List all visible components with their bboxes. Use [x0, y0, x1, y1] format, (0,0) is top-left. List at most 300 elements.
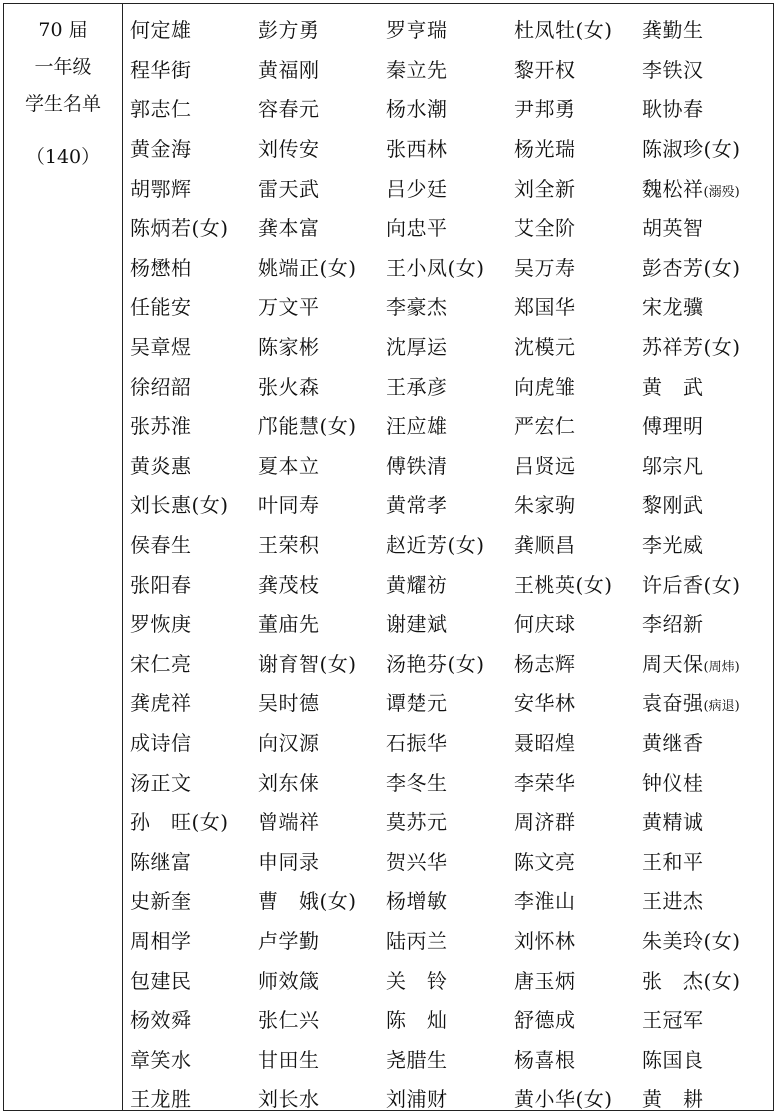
student-entry: [130, 727, 258, 756]
student-name: 李豪杰: [386, 295, 448, 320]
student-name: 罗亨瑞: [386, 18, 448, 43]
student-entry: [130, 331, 258, 360]
student-name: 邝能慧: [258, 414, 320, 439]
student-entry: [514, 1004, 642, 1033]
student-name: 胡英智: [642, 216, 704, 241]
student-name: 赵近芳: [386, 533, 448, 558]
student-entry: [130, 806, 258, 835]
student-entry: [130, 212, 258, 241]
student-name: 刘全新: [514, 176, 576, 201]
student-name: 胡鄂辉: [130, 176, 192, 201]
student-name: 黄常孝: [386, 493, 448, 518]
student-entry: [642, 648, 770, 677]
roster-row: [130, 643, 770, 683]
student-entry: [642, 1083, 770, 1112]
student-entry: [642, 727, 770, 756]
student-entry: [642, 529, 770, 558]
student-entry: [386, 450, 514, 479]
student-entry: [386, 529, 514, 558]
student-name: 王进杰: [642, 889, 704, 914]
student-name: 李荣华: [514, 770, 576, 795]
student-entry: [130, 885, 258, 914]
student-entry: [386, 489, 514, 518]
student-entry: [642, 93, 770, 122]
roster-row: [130, 801, 770, 841]
student-name: 徐绍韶: [130, 374, 192, 399]
student-note: (女): [575, 18, 613, 43]
student-name: 夏本立: [258, 453, 320, 478]
student-entry: [386, 806, 514, 835]
roster-row: [130, 920, 770, 960]
student-name: 朱美玲: [642, 928, 704, 953]
student-entry: [514, 846, 642, 875]
student-note: (病退): [703, 699, 740, 715]
student-name: 陈国良: [642, 1047, 704, 1072]
student-entry: [514, 885, 642, 914]
student-entry: [386, 173, 514, 202]
student-entry: [514, 608, 642, 637]
student-note: (女): [575, 572, 613, 597]
student-name: 吴万寿: [514, 255, 576, 280]
student-entry: [130, 54, 258, 83]
roster-row: [130, 286, 770, 326]
student-note: (女): [703, 572, 741, 597]
roster-row: [130, 128, 770, 168]
student-name: 程华街: [130, 57, 192, 82]
student-name: 周相学: [130, 928, 192, 953]
roster-row: [130, 247, 770, 287]
student-entry: [258, 885, 386, 914]
student-entry: [642, 489, 770, 518]
student-entry: [514, 93, 642, 122]
student-entry: [642, 925, 770, 954]
student-entry: [130, 608, 258, 637]
student-entry: [642, 846, 770, 875]
student-name: 包建民: [130, 968, 192, 993]
student-entry: [386, 608, 514, 637]
student-entry: [258, 767, 386, 796]
student-entry: [258, 608, 386, 637]
student-note: (女): [447, 651, 485, 676]
class-label-grade: 一年级: [34, 56, 92, 78]
student-note: (女): [447, 255, 485, 280]
student-entry: [642, 212, 770, 241]
student-name: 史新奎: [130, 889, 192, 914]
student-name: 吕少廷: [386, 176, 448, 201]
student-name: 龚顺昌: [514, 533, 576, 558]
student-name: 贺兴华: [386, 849, 448, 874]
student-name: 吴章煜: [130, 335, 192, 360]
student-entry: [130, 291, 258, 320]
student-entry: [386, 93, 514, 122]
student-entry: [258, 965, 386, 994]
student-entry: [258, 410, 386, 439]
student-name: 邬宗凡: [642, 453, 704, 478]
student-name: 李冬生: [386, 770, 448, 795]
student-name: 黄继香: [642, 730, 704, 755]
student-name: 彭方勇: [258, 18, 320, 43]
student-name: 汪应雄: [386, 414, 448, 439]
student-name: 龚勤生: [642, 18, 704, 43]
student-entry: [386, 371, 514, 400]
student-note: (女): [319, 889, 357, 914]
student-entry: [642, 965, 770, 994]
student-name: 苏祥芳: [642, 335, 704, 360]
student-entry: [514, 965, 642, 994]
student-entry: [386, 1004, 514, 1033]
student-note: (女): [575, 1087, 613, 1112]
student-name: 关 铃: [386, 968, 448, 993]
student-name: 傅铁清: [386, 453, 448, 478]
student-note: (女): [447, 533, 485, 558]
student-entry: [514, 687, 642, 716]
student-name: 周天保: [642, 651, 704, 676]
student-entry: [386, 727, 514, 756]
student-entry: [514, 1044, 642, 1073]
student-name: 张仁兴: [258, 1008, 320, 1033]
student-entry: [642, 173, 770, 202]
student-name: 黄 耕: [642, 1087, 704, 1112]
student-entry: [386, 54, 514, 83]
student-note: (女): [191, 810, 229, 835]
student-note: (女): [319, 651, 357, 676]
student-name: 王龙胜: [130, 1087, 192, 1112]
roster-row: [130, 405, 770, 445]
student-entry: [258, 450, 386, 479]
student-name: 李绍新: [642, 612, 704, 637]
student-entry: [130, 93, 258, 122]
student-entry: [642, 291, 770, 320]
student-name: 董庙先: [258, 612, 320, 637]
student-name: 汤艳芬: [386, 651, 448, 676]
student-name: 郑国华: [514, 295, 576, 320]
student-name: 严宏仁: [514, 414, 576, 439]
student-name: 章笑水: [130, 1047, 192, 1072]
student-entry: [258, 371, 386, 400]
student-name: 黄福刚: [258, 57, 320, 82]
student-name: 陈继富: [130, 849, 192, 874]
student-name: 许后香: [642, 572, 704, 597]
student-entry: [258, 727, 386, 756]
roster-row: [130, 524, 770, 564]
student-name: 向虎雏: [514, 374, 576, 399]
student-name: 吕贤远: [514, 453, 576, 478]
student-entry: [514, 727, 642, 756]
student-entry: [130, 252, 258, 281]
student-entry: [642, 54, 770, 83]
student-entry: [386, 331, 514, 360]
student-name: 尹邦勇: [514, 97, 576, 122]
roster-row: [130, 1038, 770, 1078]
student-note: (女): [703, 137, 741, 162]
student-name: 杨懋柏: [130, 255, 192, 280]
student-entry: [514, 371, 642, 400]
student-entry: [514, 291, 642, 320]
student-name: 何定雄: [130, 18, 192, 43]
student-note: (女): [703, 335, 741, 360]
student-note: (女): [319, 414, 357, 439]
roster-row: [130, 603, 770, 643]
student-entry: [386, 767, 514, 796]
student-name: 谢建斌: [386, 612, 448, 637]
student-name: 甘田生: [258, 1047, 320, 1072]
student-entry: [386, 252, 514, 281]
student-name: 陆丙兰: [386, 928, 448, 953]
student-name: 彭杏芳: [642, 255, 704, 280]
student-entry: [130, 965, 258, 994]
student-entry: [514, 212, 642, 241]
student-entry: [642, 252, 770, 281]
student-entry: [258, 687, 386, 716]
student-entry: [130, 925, 258, 954]
student-name: 石振华: [386, 730, 448, 755]
student-entry: [130, 569, 258, 598]
student-entry: [258, 1044, 386, 1073]
student-entry: [130, 687, 258, 716]
student-name: 莫苏元: [386, 810, 448, 835]
student-name: 钟仪桂: [642, 770, 704, 795]
student-entry: [642, 450, 770, 479]
student-name: 陈 灿: [386, 1008, 448, 1033]
roster-row: [130, 840, 770, 880]
student-entry: [514, 569, 642, 598]
student-entry: [514, 925, 642, 954]
student-name: 朱家驹: [514, 493, 576, 518]
class-label: [4, 12, 122, 176]
student-name: 杨光瑞: [514, 137, 576, 162]
student-entry: [514, 767, 642, 796]
student-name: 袁奋强: [642, 691, 704, 716]
student-name: 刘怀林: [514, 928, 576, 953]
column-divider: [122, 4, 123, 1110]
student-name: 张阳春: [130, 572, 192, 597]
student-entry: [258, 212, 386, 241]
student-name: 杨增敏: [386, 889, 448, 914]
student-entry: [642, 1044, 770, 1073]
student-entry: [258, 846, 386, 875]
student-entry: [642, 767, 770, 796]
student-entry: [642, 371, 770, 400]
student-entry: [258, 291, 386, 320]
class-roster-table: [3, 3, 774, 1111]
student-name: 杜凤牡: [514, 18, 576, 43]
student-entry: [386, 410, 514, 439]
student-entry: [514, 450, 642, 479]
student-name: 宋仁亮: [130, 651, 192, 676]
student-entry: [258, 93, 386, 122]
student-name: 吴时德: [258, 691, 320, 716]
student-name: 龚茂枝: [258, 572, 320, 597]
roster-row: [130, 49, 770, 89]
student-name: 张火森: [258, 374, 320, 399]
student-entry: [130, 371, 258, 400]
student-entry: [514, 54, 642, 83]
student-entry: [514, 173, 642, 202]
student-name: 刘长水: [258, 1087, 320, 1112]
student-name: 叶同寿: [258, 493, 320, 518]
student-entry: [386, 1044, 514, 1073]
student-name: 秦立先: [386, 57, 448, 82]
student-entry: [386, 569, 514, 598]
student-entry: [514, 331, 642, 360]
student-entry: [130, 1044, 258, 1073]
student-name: 陈文亮: [514, 849, 576, 874]
student-note: (溺殁): [703, 184, 740, 200]
student-note: (周炜): [703, 659, 740, 675]
student-name: 黎开权: [514, 57, 576, 82]
student-name: 王荣积: [258, 533, 320, 558]
student-entry: [258, 806, 386, 835]
student-name: 唐玉炳: [514, 968, 576, 993]
student-entry: [514, 410, 642, 439]
student-name: 成诗信: [130, 730, 192, 755]
student-name: 姚端正: [258, 255, 320, 280]
student-entry: [386, 291, 514, 320]
roster-row: [130, 1078, 770, 1118]
student-name: 王承彦: [386, 374, 448, 399]
student-name: 沈厚运: [386, 335, 448, 360]
student-entry: [130, 1083, 258, 1112]
student-name: 侯春生: [130, 533, 192, 558]
student-name: 耿协春: [642, 97, 704, 122]
student-name: 刘长惠: [130, 493, 192, 518]
student-name: 向汉源: [258, 730, 320, 755]
student-entry: [386, 648, 514, 677]
roster-row: [130, 563, 770, 603]
student-entry: [258, 1004, 386, 1033]
student-entry: [386, 1083, 514, 1112]
student-name: 陈家彬: [258, 335, 320, 360]
student-entry: [642, 1004, 770, 1033]
student-entry: [130, 1004, 258, 1033]
student-name: 陈炳若: [130, 216, 192, 241]
student-name: 罗恢庚: [130, 612, 192, 637]
student-entry: [386, 925, 514, 954]
student-entry: [514, 489, 642, 518]
roster-row: [130, 880, 770, 920]
student-entry: [130, 767, 258, 796]
student-count: （140）: [25, 146, 101, 168]
student-entry: [642, 569, 770, 598]
student-entry: [130, 489, 258, 518]
roster-row: [130, 999, 770, 1039]
student-name: 龚虎祥: [130, 691, 192, 716]
roster-row: [130, 9, 770, 49]
student-name: 黄金海: [130, 137, 192, 162]
student-entry: [642, 410, 770, 439]
roster-row: [130, 959, 770, 999]
student-entry: [386, 885, 514, 914]
student-note: (女): [191, 493, 229, 518]
student-name: 师效箴: [258, 968, 320, 993]
roster-row: [130, 682, 770, 722]
student-name: 刘传安: [258, 137, 320, 162]
student-name: 安华林: [514, 691, 576, 716]
student-entry: [514, 529, 642, 558]
student-entry: [642, 806, 770, 835]
student-entry: [130, 14, 258, 43]
class-label-title: 学生名单: [24, 93, 101, 115]
student-entry: [386, 846, 514, 875]
student-name: 李光威: [642, 533, 704, 558]
student-entry: [258, 925, 386, 954]
student-name: 陈淑珍: [642, 137, 704, 162]
student-entry: [258, 133, 386, 162]
student-name: 张西林: [386, 137, 448, 162]
student-entry: [642, 885, 770, 914]
student-name: 黄小华: [514, 1087, 576, 1112]
student-entry: [258, 252, 386, 281]
student-entry: [130, 846, 258, 875]
student-entry: [642, 14, 770, 43]
student-name: 向忠平: [386, 216, 448, 241]
student-note: (女): [703, 928, 741, 953]
student-entry: [386, 965, 514, 994]
student-entry: [386, 687, 514, 716]
student-entry: [258, 331, 386, 360]
student-note: (女): [191, 216, 229, 241]
student-name: 李淮山: [514, 889, 576, 914]
student-entry: [130, 133, 258, 162]
student-name: 任能安: [130, 295, 192, 320]
student-name: 黄 武: [642, 374, 704, 399]
student-entry: [258, 569, 386, 598]
student-name: 谭楚元: [386, 691, 448, 716]
student-name: 聂昭煌: [514, 730, 576, 755]
student-name: 何庆球: [514, 612, 576, 637]
student-entry: [514, 806, 642, 835]
student-name: 龚本富: [258, 216, 320, 241]
student-name-grid: [130, 9, 770, 1118]
student-name: 容春元: [258, 97, 320, 122]
student-name: 黄炎惠: [130, 453, 192, 478]
roster-row: [130, 167, 770, 207]
roster-row: [130, 445, 770, 485]
student-entry: [130, 173, 258, 202]
student-note: (女): [319, 255, 357, 280]
student-entry: [514, 133, 642, 162]
student-entry: [514, 1083, 642, 1112]
student-name: 刘浦财: [386, 1087, 448, 1112]
student-name: 刘东俫: [258, 770, 320, 795]
student-name: 曹 娥: [258, 889, 320, 914]
student-name: 杨志辉: [514, 651, 576, 676]
roster-row: [130, 365, 770, 405]
student-name: 杨水潮: [386, 97, 448, 122]
student-entry: [258, 1083, 386, 1112]
student-entry: [514, 14, 642, 43]
student-entry: [258, 489, 386, 518]
student-name: 艾全阶: [514, 216, 576, 241]
roster-row: [130, 207, 770, 247]
student-name: 张苏淮: [130, 414, 192, 439]
student-name: 傅理明: [642, 414, 704, 439]
student-name: 黄精诚: [642, 810, 704, 835]
student-note: (女): [703, 968, 741, 993]
student-entry: [258, 173, 386, 202]
student-name: 汤正文: [130, 770, 192, 795]
roster-row: [130, 326, 770, 366]
student-name: 沈模元: [514, 335, 576, 360]
student-name: 黎刚武: [642, 493, 704, 518]
student-entry: [130, 529, 258, 558]
student-entry: [258, 54, 386, 83]
student-name: 魏松祥: [642, 176, 704, 201]
student-name: 杨喜根: [514, 1047, 576, 1072]
student-note: (女): [703, 255, 741, 280]
student-entry: [130, 450, 258, 479]
student-name: 李铁汉: [642, 57, 704, 82]
